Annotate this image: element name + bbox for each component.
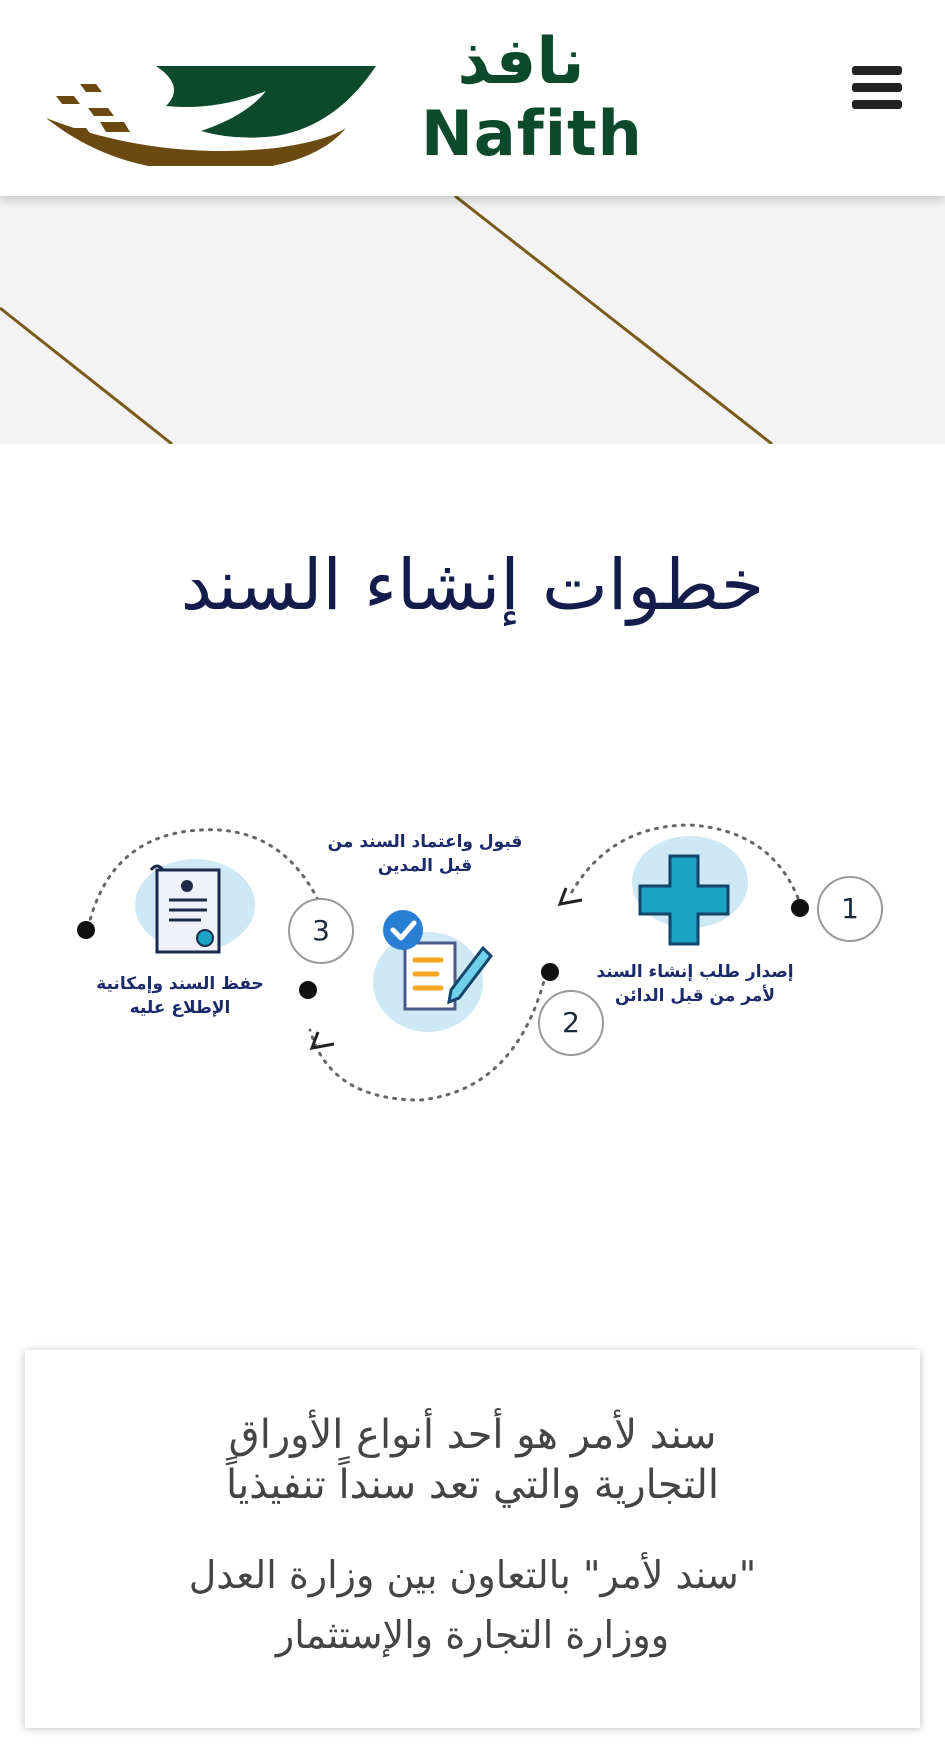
info-heading-line2: التجارية والتي تعد سنداً تنفيذياً bbox=[225, 1462, 720, 1508]
step-1-label bbox=[580, 960, 810, 1008]
nafith-logo[interactable] bbox=[36, 22, 643, 172]
certificate-icon bbox=[145, 860, 235, 960]
step-2-label-line2: قبل المدين bbox=[377, 856, 473, 876]
plus-icon bbox=[636, 852, 732, 948]
site-header bbox=[0, 0, 945, 196]
step-2-label-line1: قبول واعتماد السند من bbox=[327, 832, 523, 852]
step-1-label-line2: لأمر من قبل الدائن bbox=[614, 986, 776, 1006]
logo-arabic-text: نافذ bbox=[457, 25, 585, 99]
logo-english-text: Nafith bbox=[421, 97, 643, 170]
page-title: خطوات إنشاء السند bbox=[180, 544, 765, 626]
info-body bbox=[65, 1545, 880, 1665]
steps-infographic bbox=[0, 800, 945, 1120]
step-3-label bbox=[70, 972, 290, 1020]
hamburger-menu-icon[interactable] bbox=[852, 66, 902, 112]
step-number-2: 2 bbox=[538, 990, 604, 1056]
step-3-label-line2: الإطلاع عليه bbox=[129, 998, 231, 1018]
step-number-3: 3 bbox=[288, 898, 354, 964]
info-card bbox=[25, 1350, 920, 1728]
step-1-label-line1: إصدار طلب إنشاء السند bbox=[596, 962, 794, 982]
hero-banner bbox=[0, 196, 945, 444]
step-number-1: 1 bbox=[817, 876, 883, 942]
nafith-logo-icon bbox=[36, 36, 416, 166]
info-body-line2: ووزارة التجارة والإستثمار bbox=[275, 1613, 670, 1657]
step-2-label bbox=[310, 830, 540, 878]
info-body-line1: "سند لأمر" بالتعاون بين وزارة العدل bbox=[188, 1553, 757, 1597]
info-heading-line1: سند لأمر هو أحد أنواع الأوراق bbox=[228, 1412, 717, 1458]
document-edit-icon bbox=[375, 908, 495, 1028]
decorative-lines bbox=[0, 196, 945, 444]
step-3-label-line1: حفظ السند وإمكانية bbox=[96, 974, 264, 994]
info-heading bbox=[85, 1410, 860, 1510]
